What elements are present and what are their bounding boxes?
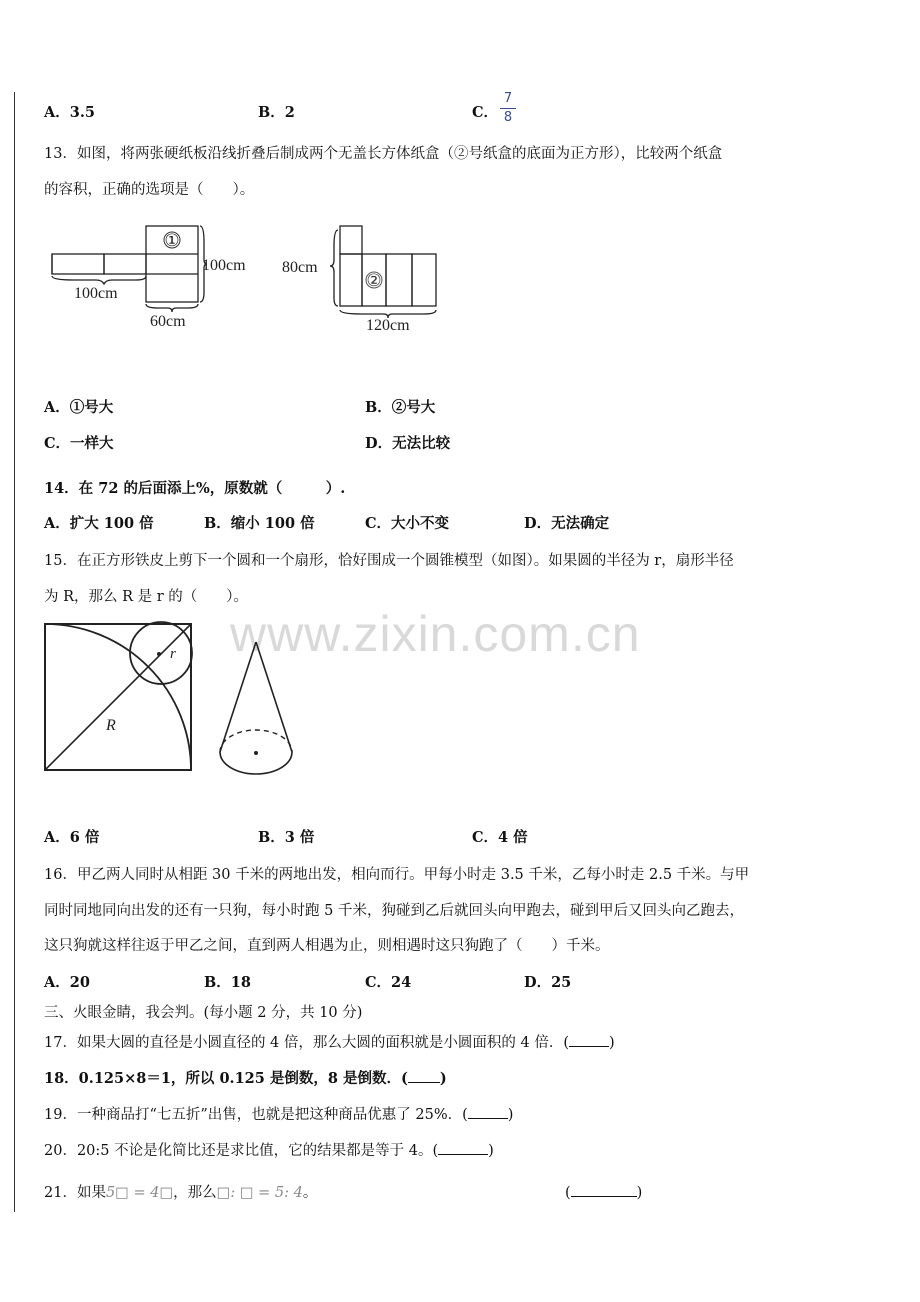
r-label: r <box>170 646 176 662</box>
q18 <box>44 1070 447 1088</box>
q15-option-a: A．6 倍 <box>44 829 100 846</box>
q20-answer-blank[interactable] <box>438 1154 488 1155</box>
q19-close-paren: ) <box>507 1107 514 1123</box>
box2-circle-label: ② <box>366 271 382 290</box>
circle-center-dot <box>157 652 161 656</box>
q16-stem-line3: 这只狗就这样往返于甲乙之间，直到两人相遇为止，则相遇时这只狗跑了（ ）千米。 <box>44 938 610 954</box>
q16-option-b: B．18 <box>204 974 251 991</box>
q14-option-c: C．大小不变 <box>365 515 450 532</box>
q12-option-c-fraction <box>500 92 516 125</box>
q21-answer-blank[interactable] <box>571 1196 637 1197</box>
cone-right-edge <box>256 642 292 752</box>
q18-text: 18．0.125×8＝1，所以 0.125 是倒数，8 是倒数．( <box>44 1070 408 1087</box>
q14-option-b: B．缩小 100 倍 <box>204 515 315 532</box>
box1-width-label: 60cm <box>150 313 186 330</box>
q16-option-c: C．24 <box>365 974 412 991</box>
q12-option-b: B．2 <box>258 104 295 121</box>
q19-answer-blank[interactable] <box>468 1118 508 1119</box>
box2-net <box>330 226 436 318</box>
q14-option-a: A．扩大 100 倍 <box>44 515 154 532</box>
q13-option-c: C．一样大 <box>44 435 114 452</box>
q18-answer-blank[interactable] <box>408 1082 440 1083</box>
left-margin-line <box>14 92 15 1212</box>
q21-mid: ，那么 <box>173 1185 217 1201</box>
cone-center-dot <box>254 751 258 755</box>
q21-prefix: 21．如果 <box>44 1185 106 1201</box>
box1-height-label: 100cm <box>202 257 246 274</box>
q14-stem: 14．在 72 的后面添上%，原数就（ ）. <box>44 480 346 497</box>
q14-option-d: D．无法确定 <box>524 515 610 532</box>
q21-ratio: □: □ = 5: 4 <box>216 1185 303 1201</box>
q20-close-paren: ) <box>488 1143 494 1159</box>
q17-answer-blank[interactable] <box>569 1046 609 1047</box>
q16-stem-line2: 同时同地同向出发的还有一只狗，每小时跑 5 千米，狗碰到乙后就回头向甲跑去，碰到甲后又回头向乙跑去， <box>44 903 744 919</box>
q20-text: 20．20:5 不论是化简比还是求比值，它的结果都是等于 4。( <box>44 1143 439 1159</box>
q16-option-d: D．25 <box>524 974 572 991</box>
q16-option-a: A．20 <box>44 974 90 991</box>
q21-equation: 5□ = 4□ <box>105 1185 174 1201</box>
q13-option-a: A．①号大 <box>44 399 114 416</box>
q12-option-a: A．3.5 <box>44 104 95 121</box>
R-label: R <box>106 717 116 734</box>
cone-base-front <box>220 752 292 774</box>
q19 <box>44 1106 513 1124</box>
q21-suffix: 。 <box>302 1185 318 1201</box>
q15-option-b: B．3 倍 <box>258 829 315 846</box>
box1-length-label: 100cm <box>74 285 118 302</box>
q15-figure <box>40 620 300 776</box>
box2-length-label: 120cm <box>366 317 410 334</box>
q13-option-d: D．无法比较 <box>365 435 451 452</box>
q16-stem-line1: 16．甲乙两人同时从相距 30 千米的两地出发，相向而行。甲每小时走 3.5 千米，乙每小时走 2.5 千米。与甲 <box>44 867 750 883</box>
q15-stem-line1: 15．在正方形铁皮上剪下一个圆和一个扇形，恰好围成一个圆锥模型（如图）。如果圆的半径为 r，扇形半径 <box>44 553 734 569</box>
q18-close-paren: ) <box>439 1070 447 1087</box>
box2-height-label: 80cm <box>282 259 318 276</box>
fraction-denominator: 8 <box>503 110 513 125</box>
cone-base-back <box>220 730 292 752</box>
q13-option-b: B．②号大 <box>365 399 436 416</box>
q12-option-c: C． <box>472 104 499 121</box>
box1-circle-label: ① <box>164 231 180 250</box>
q21 <box>44 1184 317 1202</box>
section3-heading: 三、火眼金睛，我会判。(每小题 2 分，共 10 分) <box>44 1005 363 1021</box>
q17-text: 17．如果大圆的直径是小圆直径的 4 倍，那么大圆的面积就是小圆面积的 4 倍．( <box>44 1035 569 1051</box>
watermark: www.zixin.com.cn <box>230 606 641 662</box>
fraction-numerator: 7 <box>503 91 513 106</box>
q21-close-paren: ) <box>636 1185 643 1201</box>
q17 <box>44 1034 615 1052</box>
q13-stem-line1: 13．如图，将两张硬纸板沿线折叠后制成两个无盖长方体纸盒（②号纸盒的底面为正方形），比较两个纸盒 <box>44 146 723 162</box>
q13-figure <box>44 222 464 340</box>
q21-answer <box>565 1184 642 1202</box>
q19-text: 19．一种商品打“七五折”出售，也就是把这种商品优惠了 25%．( <box>44 1107 468 1123</box>
q20 <box>44 1142 494 1160</box>
q13-stem-line2: 的容积，正确的选项是（ ）。 <box>44 182 255 198</box>
q21-open-paren: ( <box>565 1185 571 1201</box>
q15-stem-line2: 为 R，那么 R 是 r 的（ ）。 <box>44 589 249 605</box>
q15-option-c: C．4 倍 <box>472 829 528 846</box>
q17-close-paren: ) <box>609 1035 615 1051</box>
cone-left-edge <box>220 642 256 752</box>
